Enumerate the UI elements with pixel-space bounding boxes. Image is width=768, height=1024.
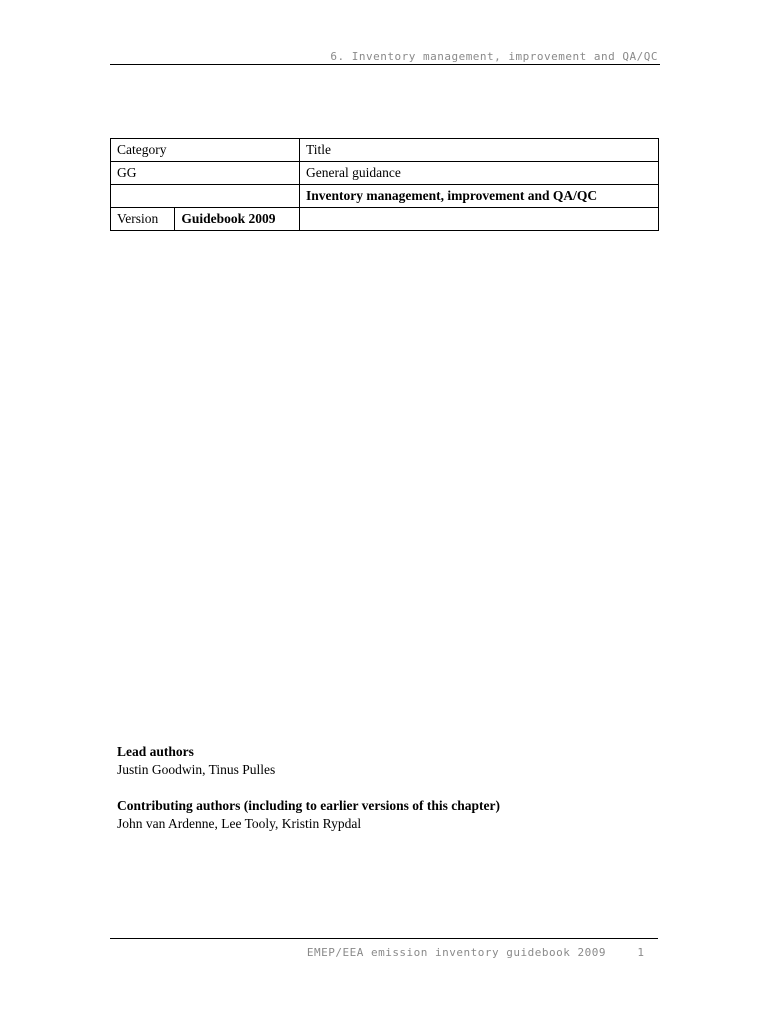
empty-cell bbox=[300, 208, 659, 231]
page-number: 1 bbox=[637, 946, 644, 959]
running-header-title: 6. Inventory management, improvement and QA/QC bbox=[330, 50, 658, 63]
chapter-info-table bbox=[110, 138, 659, 231]
table-row bbox=[111, 139, 659, 162]
chapter-title-cell: Inventory management, improvement and QA/QC bbox=[300, 185, 659, 208]
table-row bbox=[111, 208, 659, 231]
title-label-cell: Title bbox=[300, 139, 659, 162]
header-divider bbox=[110, 64, 660, 65]
lead-authors-heading: Lead authors bbox=[117, 744, 194, 759]
footer-divider bbox=[110, 938, 658, 939]
spacer bbox=[117, 779, 500, 797]
category-value-cell: GG bbox=[111, 162, 300, 185]
table-row bbox=[111, 185, 659, 208]
contributing-authors-heading: Contributing authors (including to earlier versions of this chapter) bbox=[117, 798, 501, 813]
lead-authors-names: Justin Goodwin, Tinus Pulles bbox=[117, 762, 276, 777]
footer-guidebook-title: EMEP/EEA emission inventory guidebook 2009 bbox=[306, 946, 606, 959]
title-value-cell: General guidance bbox=[300, 162, 659, 185]
empty-cell bbox=[111, 185, 300, 208]
table-row bbox=[111, 162, 659, 185]
version-value-cell: Guidebook 2009 bbox=[175, 208, 300, 231]
version-label-cell: Version bbox=[111, 208, 175, 231]
authors-block bbox=[117, 743, 500, 833]
contributing-authors-names: John van Ardenne, Lee Tooly, Kristin Rypdal bbox=[117, 816, 362, 831]
category-label-cell: Category bbox=[111, 139, 300, 162]
